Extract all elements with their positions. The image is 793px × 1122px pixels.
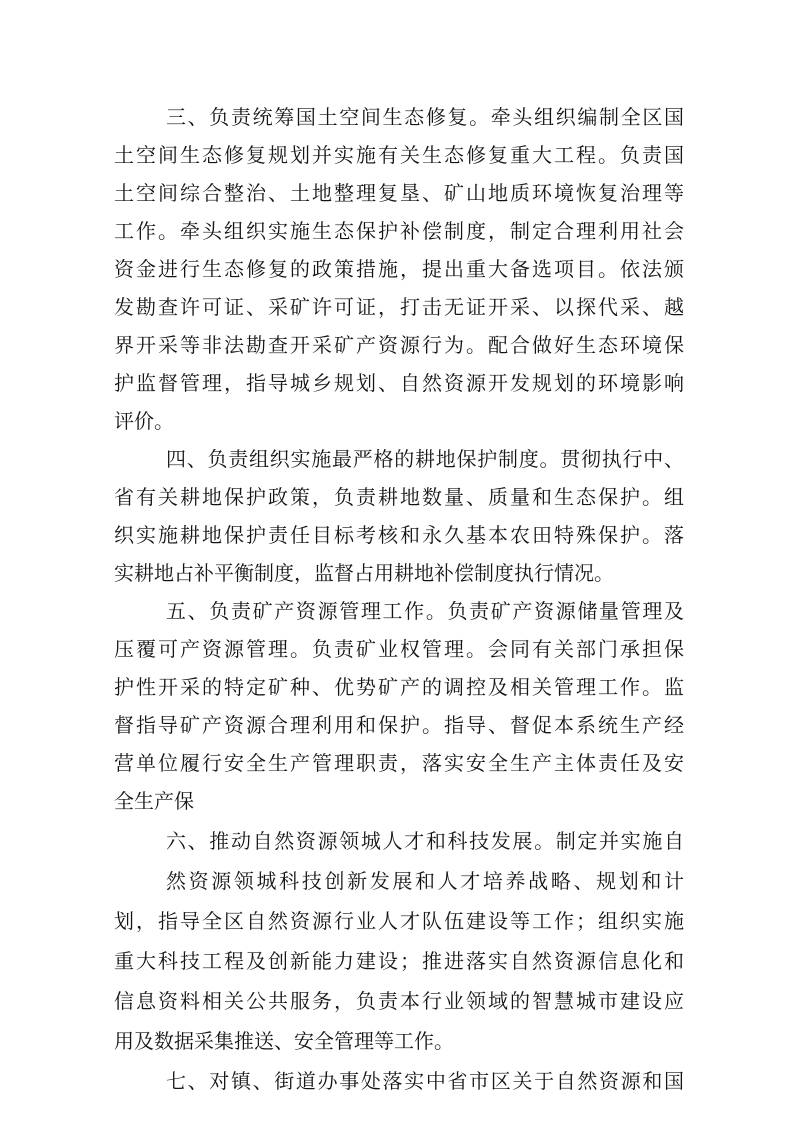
paragraph-line: 省有关耕地保护政策，负责耕地数量、质量和生态保护。组: [114, 485, 684, 509]
paragraph-line: 护性开采的特定矿种、优势矿产的调控及相关管理工作。监: [114, 675, 684, 699]
paragraph-line: 划，指导全区自然资源行业人才队伍建设等工作；组织实施: [114, 909, 684, 933]
paragraph-line: 五、负责矿产资源管理工作。负责矿产资源储量管理及: [166, 599, 684, 623]
paragraph-line: 全生产保: [114, 789, 194, 813]
paragraph-line: 护监督管理，指导城乡规划、自然资源开发规划的环境影响: [114, 371, 684, 395]
paragraph-line: 界开采等非法勘查开采矿产资源行为。配合做好生态环境保: [114, 333, 684, 357]
paragraph-line: 织实施耕地保护责任目标考核和永久基本农田特殊保护。落: [114, 523, 684, 547]
paragraph-line: 六、推动自然资源领城人才和科技发展。制定并实施自: [166, 829, 684, 853]
paragraph-line: 资金进行生态修复的政策措施，提出重大备选项目。依法颁: [114, 257, 684, 281]
paragraph-line: 发勘查许可证、采矿许可证，打击无证开采、以探代采、越: [114, 295, 684, 319]
paragraph-line: 督指导矿产资源合理利用和保护。指导、督促本系统生产经: [114, 713, 684, 737]
paragraph-line: 土空间综合整治、土地整理复垦、矿山地质环境恢复治理等: [114, 181, 684, 205]
paragraph-line: 三、负责统筹国土空间生态修复。牵头组织编制全区国: [166, 105, 684, 129]
paragraph-line: 工作。牵头组织实施生态保护补偿制度，制定合理利用社会: [114, 219, 684, 243]
paragraph-line: 土空间生态修复规划并实施有关生态修复重大工程。负责国: [114, 143, 684, 167]
paragraph-line: 七、对镇、街道办事处落实中省市区关于自然资源和国: [166, 1069, 684, 1093]
paragraph-line: 用及数据采集推送、安全管理等工作。: [114, 1029, 454, 1053]
paragraph-line: 营单位履行安全生产管理职责，落实安全生产主体责任及安: [114, 751, 684, 775]
paragraph-line: 信息资料相关公共服务，负责本行业领域的智慧城市建设应: [114, 989, 684, 1013]
paragraph-line: 评价。: [114, 409, 174, 433]
paragraph-line: 然资源领城科技创新发展和人才培养战略、规划和计: [166, 869, 684, 893]
paragraph-line: 重大科技工程及创新能力建设；推进落实自然资源信息化和: [114, 949, 684, 973]
paragraph-line: 实耕地占补平衡制度，监督占用耕地补偿制度执行情况。: [114, 561, 614, 585]
paragraph-line: 四、负责组织实施最严格的耕地保护制度。贯彻执行中、: [166, 447, 684, 471]
paragraph-line: 压覆可产资源管理。负责矿业权管理。会同有关部门承担保: [114, 637, 684, 661]
